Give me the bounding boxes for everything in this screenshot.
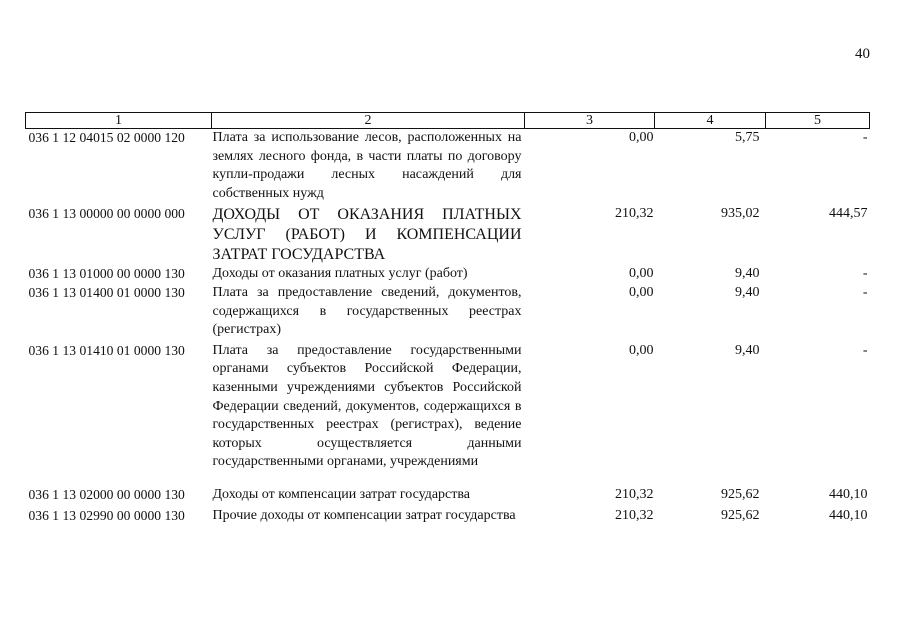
table-row (26, 129, 870, 204)
row-code: 036 1 13 00000 00 0000 000 (28, 206, 185, 222)
table-row (26, 472, 870, 505)
row-value-4: 925,62 (721, 486, 760, 502)
row-value-5: - (862, 266, 868, 282)
row-value-4: 9,40 (735, 266, 760, 282)
row-value-3: 210,32 (615, 486, 654, 502)
row-code: 036 1 13 01400 01 0000 130 (28, 284, 185, 300)
row-value-5: 444,57 (829, 206, 868, 222)
row-name: Прочие доходы от компенсации затрат государства (212, 507, 516, 523)
row-value-5: - (862, 130, 868, 145)
column-header-3: 3 (525, 113, 655, 129)
table-row (26, 284, 870, 340)
row-value-3: 210,32 (615, 507, 654, 523)
column-header-2: 2 (212, 113, 525, 129)
row-value-3: 210,32 (615, 206, 654, 222)
row-value-4: 935,02 (721, 206, 760, 222)
row-value-5: 440,10 (829, 507, 868, 523)
table-row (26, 203, 870, 265)
row-name: Доходы от оказания платных услуг (работ) (212, 266, 468, 282)
row-name: Плата за предоставление сведений, документов, содержащихся в государственных реестрах (регистрах) (212, 284, 522, 338)
budget-revenue-table (25, 112, 870, 525)
row-value-3: 0,00 (629, 130, 654, 145)
row-code: 036 1 13 02990 00 0000 130 (28, 507, 185, 523)
row-name: Плата за предоставление государственными органами субъектов Российской Федерации, казенными учреждениями субъектов Российской Федерации сведений, документов, содержащихся в государственных реестрах (регистрах), ведение которых осуществляется данными государственными органами, учреждениями (212, 342, 522, 470)
row-code: 036 1 13 01410 01 0000 130 (28, 342, 185, 358)
table-row (26, 505, 870, 526)
row-value-4: 925,62 (721, 507, 760, 523)
row-code: 036 1 13 02000 00 0000 130 (28, 486, 185, 502)
row-value-4: 9,40 (735, 342, 760, 358)
row-code: 036 1 13 01000 00 0000 130 (28, 266, 185, 282)
row-code: 036 1 12 04015 02 0000 120 (28, 130, 185, 145)
row-value-4: 5,75 (735, 130, 760, 145)
row-value-3: 0,00 (629, 266, 654, 282)
row-value-5: - (862, 342, 868, 358)
column-header-1: 1 (26, 113, 212, 129)
table-row (26, 265, 870, 284)
column-header-5: 5 (766, 113, 870, 129)
table-header-row (26, 113, 870, 129)
row-value-3: 0,00 (629, 342, 654, 358)
page-number: 40 (855, 46, 870, 62)
row-name: Плата за использование лесов, расположенных на землях лесного фонда, в части платы по договору купли-продажи лесных насаждений для собственных нужд (212, 130, 522, 201)
row-value-4: 9,40 (735, 284, 760, 300)
row-value-5: 440,10 (829, 486, 868, 502)
row-value-3: 0,00 (629, 284, 654, 300)
column-header-4: 4 (655, 113, 766, 129)
row-name: Доходы от компенсации затрат государства (212, 486, 471, 502)
table-row (26, 340, 870, 472)
row-name: ДОХОДЫ ОТ ОКАЗАНИЯ ПЛАТНЫХ УСЛУГ (РАБОТ) И КОМПЕНСАЦИИ ЗАТРАТ ГОСУДАРСТВА (212, 206, 522, 264)
row-value-5: - (862, 284, 868, 300)
